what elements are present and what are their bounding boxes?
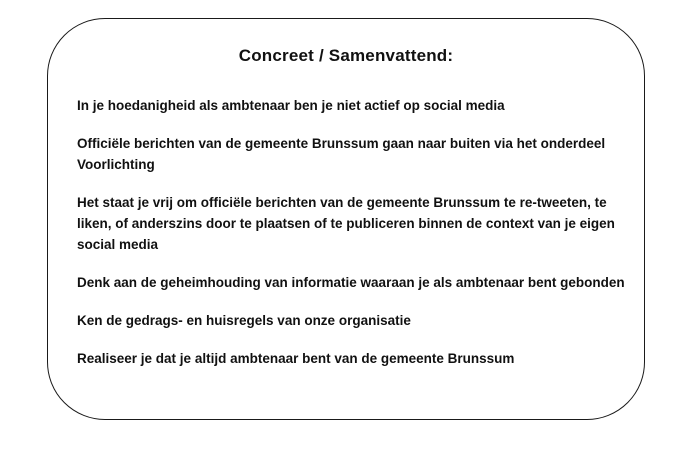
summary-list (77, 95, 625, 386)
summary-point: In je hoedanigheid als ambtenaar ben je niet actief op social media (77, 98, 505, 113)
summary-point: Realiseer je dat je altijd ambtenaar bent van de gemeente Brunssum (77, 351, 515, 366)
summary-point: Ken de gedrags- en huisregels van onze organisatie (77, 313, 411, 328)
summary-point: Officiële berichten van de gemeente Brunssum gaan naar buiten via het onderdeel Voorlichting (77, 136, 606, 172)
summary-card (47, 18, 645, 420)
card-title: Concreet / Samenvattend: (238, 46, 454, 65)
summary-point: Denk aan de geheimhouding van informatie waaraan je als ambtenaar bent gebonden (77, 275, 625, 290)
summary-point: Het staat je vrij om officiële berichten van de gemeente Brunssum te re-tweeten, te liken, of anderszins door te plaatsen of te publiceren binnen de context van je eigen social media (77, 195, 615, 252)
